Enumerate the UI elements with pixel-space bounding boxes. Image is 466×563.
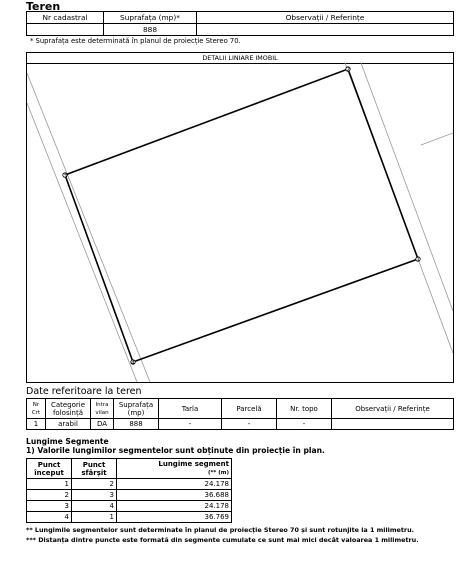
cell-length: 36.769 — [117, 512, 232, 523]
section-title: Teren — [26, 0, 61, 13]
land-table-header — [27, 12, 454, 24]
footnote-distance: *** Distanța dintre puncte este formată din segmente cumulate ce sunt mai mici decât valoarea 1 milimetru. — [26, 536, 419, 544]
header-categorie: Categorie folosință — [46, 399, 91, 419]
header-observatii: Observații / Referințe — [332, 399, 454, 419]
table-row — [27, 490, 232, 501]
vertex-label-2: 2 — [346, 65, 351, 74]
cell-length: 36.688 — [117, 490, 232, 501]
cell-start: 4 — [27, 512, 72, 523]
cell-end: 4 — [72, 501, 117, 512]
cell-suprafata: 888 — [104, 24, 197, 36]
cell-end: 3 — [72, 490, 117, 501]
ref-table-header — [27, 399, 454, 419]
plan-drawing — [27, 63, 453, 382]
neighbor-boundaries — [27, 63, 453, 382]
header-parcela: Parcelă — [222, 399, 277, 419]
vertex-label-4: 4 — [131, 358, 136, 367]
neighbor-line — [421, 133, 453, 145]
header-nr-crt: Nr Crt — [27, 399, 46, 419]
header-suprafata: Suprafața (mp)* — [104, 12, 197, 24]
cell-length: 24.178 — [117, 501, 232, 512]
cell-nr-cadastral — [27, 24, 104, 36]
cell-start: 1 — [27, 479, 72, 490]
table-row — [27, 501, 232, 512]
cell-observatii — [197, 24, 454, 36]
plan-title: DETALII LINIARE IMOBIL — [27, 53, 453, 64]
parcel-outline — [65, 69, 421, 362]
neighbor-line — [27, 73, 150, 382]
ref-table — [26, 398, 454, 430]
header-punct-sfarsit: Punct sfârșit — [72, 459, 117, 479]
cell-intravilan: DA — [91, 419, 114, 430]
segments-subtitle: 1) Valorile lungimilor segmentelor sunt obținute din proiecție în plan. — [26, 446, 325, 455]
table-row — [27, 24, 454, 36]
header-lungime-label: Lungime segment — [158, 460, 229, 468]
cell-start: 2 — [27, 490, 72, 501]
surface-note: * Suprafața este determinată în planul de proiecție Stereo 70. — [30, 37, 241, 45]
cell-start: 3 — [27, 501, 72, 512]
vertex-label-3: 3 — [63, 171, 68, 180]
cell-length: 24.178 — [117, 479, 232, 490]
segments-table-header — [27, 459, 232, 479]
vertex-label-1: 1 — [416, 255, 421, 264]
cell-nr-topo: - — [277, 419, 332, 430]
header-suprafata: Suprafața (mp) — [114, 399, 159, 419]
table-row — [27, 419, 454, 430]
table-row — [27, 512, 232, 523]
cell-observatii — [332, 419, 454, 430]
plan-frame — [26, 52, 454, 383]
segments-title: Lungime Segmente — [26, 437, 109, 446]
cell-tarla: - — [159, 419, 222, 430]
cell-categorie: arabil — [46, 419, 91, 430]
table-row — [27, 479, 232, 490]
header-lungime-unit: (** (m) — [208, 470, 229, 476]
header-tarla: Tarla — [159, 399, 222, 419]
cell-nr-crt: 1 — [27, 419, 46, 430]
cell-suprafata: 888 — [114, 419, 159, 430]
header-punct-inceput: Punct început — [27, 459, 72, 479]
cell-end: 1 — [72, 512, 117, 523]
neighbor-line — [27, 103, 137, 382]
header-observatii: Observații / Referințe — [197, 12, 454, 24]
ref-title: Date referitoare la teren — [26, 386, 142, 397]
header-intravilan: Intra vilan — [91, 399, 114, 419]
footnote-segment-lengths: ** Lungimile segmentelor sunt determinate în planul de proiecție Stereo 70 și sunt rotunjite la 1 milimetru. — [26, 526, 415, 534]
cell-parcela: - — [222, 419, 277, 430]
land-table — [26, 11, 454, 36]
header-lungime — [117, 459, 232, 479]
segments-table — [26, 458, 232, 523]
cell-end: 2 — [72, 479, 117, 490]
header-nr-cadastral: Nr cadastral — [27, 12, 104, 24]
header-nr-topo: Nr. topo — [277, 399, 332, 419]
